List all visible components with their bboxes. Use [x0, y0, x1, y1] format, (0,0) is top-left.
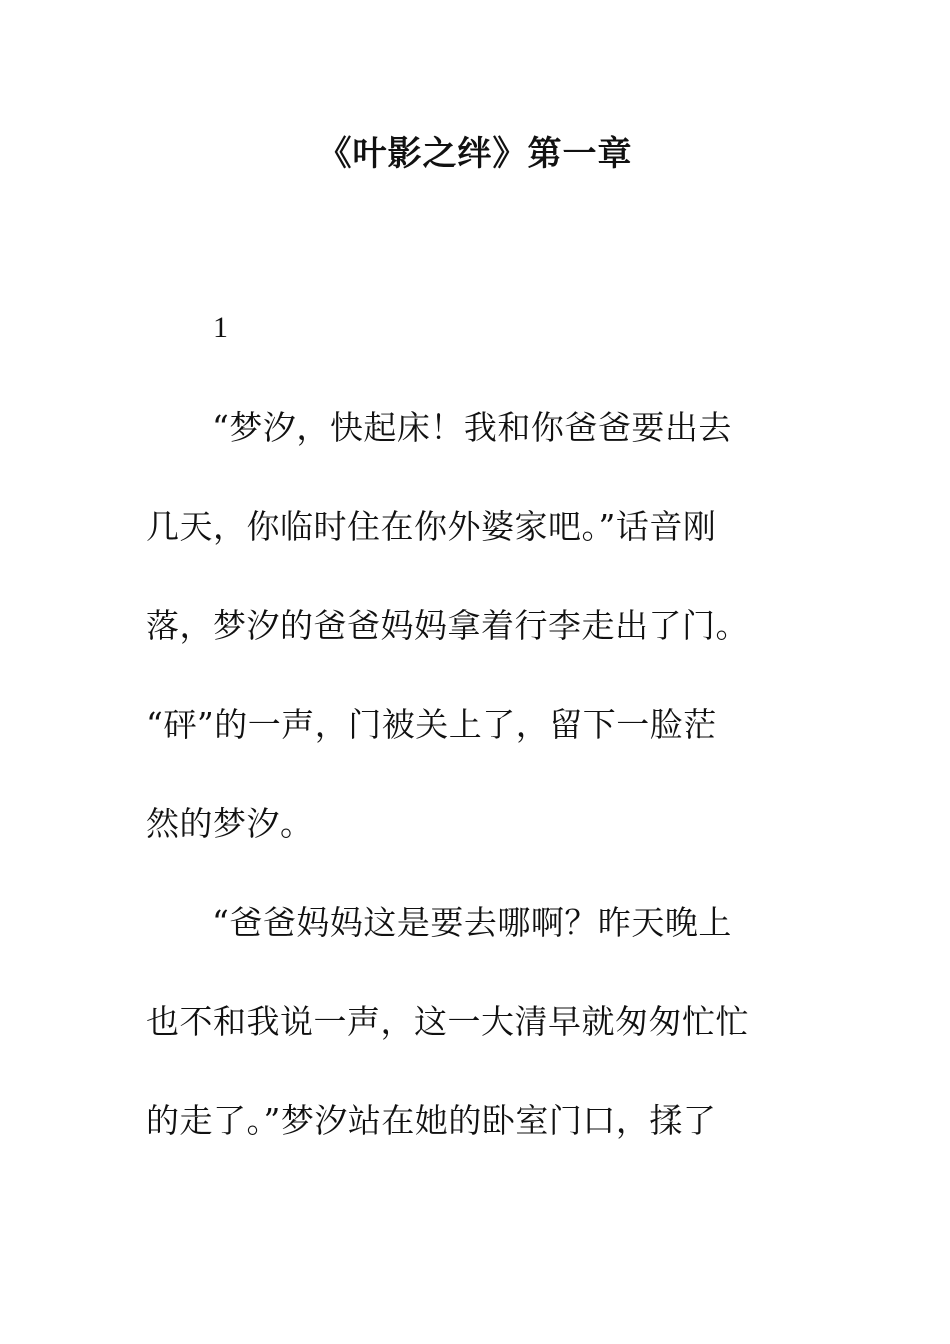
- paragraph-line: “砰”的一声，门被关上了，留下一脸茫: [146, 705, 717, 744]
- paragraph-line: “梦汐，快起床！我和你爸爸要出去: [212, 408, 732, 447]
- paragraph-line: “爸爸妈妈这是要去哪啊？昨天晚上: [212, 903, 732, 942]
- paragraph-line: 几天，你临时住在你外婆家吧。”话音刚: [146, 507, 717, 546]
- section-number: 1: [213, 311, 228, 344]
- paragraph-line: 然的梦汐。: [146, 804, 314, 843]
- paragraph-line: 落，梦汐的爸爸妈妈拿着行李走出了门。: [146, 606, 749, 645]
- chapter-title: 《叶影之绊》第一章: [317, 134, 633, 174]
- paragraph-line: 也不和我说一声，这一大清早就匆匆忙忙: [146, 1002, 749, 1041]
- paragraph-line: 的走了。”梦汐站在她的卧室门口，揉了: [146, 1101, 717, 1140]
